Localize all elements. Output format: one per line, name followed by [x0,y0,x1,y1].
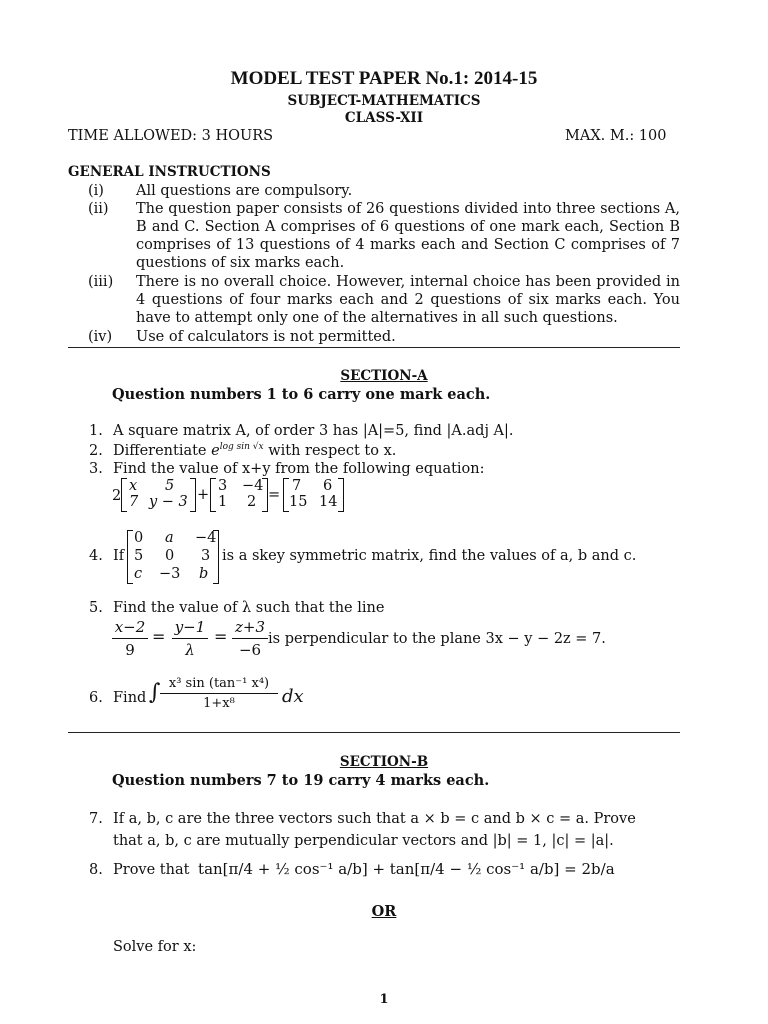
question-text: Solve for x: [113,939,197,955]
exp-base: e [211,442,220,459]
numerator: x³ sin (tan⁻¹ x⁴) [168,676,270,691]
matrix-cell: 3 [218,478,228,494]
numerator: z+3 [234,618,265,636]
class-line: CLASS-XII [344,110,424,126]
plus-sign: + [197,487,210,503]
fraction-x [112,618,148,659]
matrix-2 [210,478,262,512]
question-text-line-2: that a, b, c are mutually perpendicular vectors and |b| = 1, |c| = |a|. [113,833,614,849]
instruction-item [88,328,680,346]
question-text-end: with respect to x. [263,442,397,459]
matrix-cell: 0 [165,548,175,564]
bracket-right [190,478,196,512]
question-text: Find the value of x+y from the following equation: [113,461,485,477]
question-text: If [113,548,125,564]
max-marks: MAX. M.: 100 [565,128,667,144]
question-8-alternative [113,939,196,955]
question-number: 5. [89,600,103,616]
matrix-cell: 3 [201,548,211,564]
page-number: 1 [379,992,389,1007]
bracket-left [121,478,127,512]
integrand-fraction [160,676,278,711]
instruction-text: Use of calculators is not permitted. [136,329,396,345]
question-number: 1. [89,423,103,439]
matrix-1 [121,478,188,512]
trig-identity: tan[π/4 + ½ cos⁻¹ a/b] + tan[π/4 − ½ cos⁻¹ a/b] = 2b/a [198,860,615,878]
question-1 [89,423,514,439]
question-text: Find [113,690,147,706]
equals-sign: = [268,487,281,503]
instructions-heading: GENERAL INSTRUCTIONS [68,164,271,180]
section-b-subheading: Question numbers 7 to 19 carry 4 marks each. [112,772,490,789]
time-allowed: TIME ALLOWED: 3 HOURS [68,128,274,144]
matrix-cell: 7 [292,478,302,494]
denominator: 9 [125,641,135,660]
divider [68,732,680,733]
question-number: 6. [89,690,103,706]
equals-sign: = [152,627,166,646]
matrix-cell: −4 [242,478,264,494]
section-b-heading: SECTION-B [339,754,429,770]
bracket-right [213,530,219,584]
equals-sign: = [214,627,228,646]
integral-sign: ∫ [149,680,161,705]
instruction-item [88,273,680,327]
matrix-cell: 14 [319,494,338,510]
question-3 [89,461,485,477]
instruction-text: The question paper consists of 26 questions divided into three sections A, B and C. Section A comprises of 6 questions of one mark each, Section B comprises of 13 questions of 4 marks each and Section C comprises of 7 questions of six marks each. [136,201,680,271]
matrix-cell: 0 [134,530,144,546]
question-7-continued [113,833,614,849]
question-number: 8. [89,862,103,878]
paper-title: MODEL TEST PAPER No.1: 2014-15 [230,68,538,89]
matrix-cell: c [134,566,143,582]
question-text: Find the value of λ such that the line [113,600,385,616]
bracket-right [338,478,344,512]
question-4 [89,548,124,564]
instruction-text: There is no overall choice. However, internal choice has been provided in 4 questions of four marks each and 2 questions of six marks each. You have to attempt only one of the alternatives in all such questions. [136,274,680,326]
matrix-cell: 5 [165,478,175,494]
question-text-end: is a skey symmetric matrix, find the values of a, b and c. [222,548,637,564]
differential: dx [282,686,304,707]
matrix-cell: −3 [159,566,181,582]
divider [68,347,680,348]
fraction-bar [232,638,268,639]
section-a-heading: SECTION-A [340,368,428,384]
matrix-cell: 1 [218,494,228,510]
section-a-subheading: Question numbers 1 to 6 carry one mark each. [112,386,491,403]
question-text: A square matrix A, of order 3 has |A|=5, find |A.adj A|. [113,423,514,439]
numerator: y−1 [174,618,206,636]
scalar-coefficient: 2 [112,488,122,504]
question-number: 7. [89,811,103,827]
question-number: 2. [89,442,103,459]
fraction-z [232,618,268,659]
question-text: Differentiate [113,442,212,459]
matrix-cell: 5 [134,548,144,564]
skew-matrix [127,530,217,584]
matrix-cell: 6 [323,478,333,494]
question-text-end: is perpendicular to the plane 3x − y − 2z = 7. [268,631,606,647]
question-number: 4. [89,548,103,564]
instruction-number: (iv) [88,329,113,345]
question-2 [89,442,396,459]
instruction-number: (iii) [88,274,114,290]
matrix-cell: x [129,478,138,494]
denominator: 1+x⁸ [203,696,235,712]
bracket-left [210,478,216,512]
or-label: OR [371,903,397,920]
denominator: −6 [238,641,262,660]
denominator: λ [185,641,195,660]
exponent: log sin √x [219,442,264,452]
matrix-cell: 2 [247,494,257,510]
question-8 [89,860,615,878]
matrix-cell: 7 [129,494,139,510]
matrix-cell: −4 [195,530,217,546]
instruction-text: All questions are compulsory. [136,183,353,199]
numerator: x−2 [114,618,146,636]
fraction-y [172,618,208,659]
question-text-line-1: If a, b, c are the three vectors such that a × b = c and b × c = a. Prove [113,811,636,827]
question-text: Prove that [113,862,190,878]
instruction-number: (ii) [88,201,109,217]
matrix-cell: y − 3 [149,494,188,510]
fraction-bar [112,638,148,639]
instruction-item [88,200,680,272]
matrix-cell: 15 [289,494,308,510]
fraction-bar [172,638,208,639]
question-6 [89,690,146,706]
instruction-number: (i) [88,183,104,199]
fraction-bar [160,693,278,694]
matrix-cell: a [165,530,174,546]
matrix-3 [283,478,341,512]
bracket-left [127,530,133,584]
subject-line: SUBJECT-MATHEMATICS [287,93,481,109]
instruction-item [88,182,680,200]
question-7 [89,811,636,827]
matrix-cell: b [199,566,209,582]
question-5 [89,600,384,616]
question-number: 3. [89,461,103,477]
